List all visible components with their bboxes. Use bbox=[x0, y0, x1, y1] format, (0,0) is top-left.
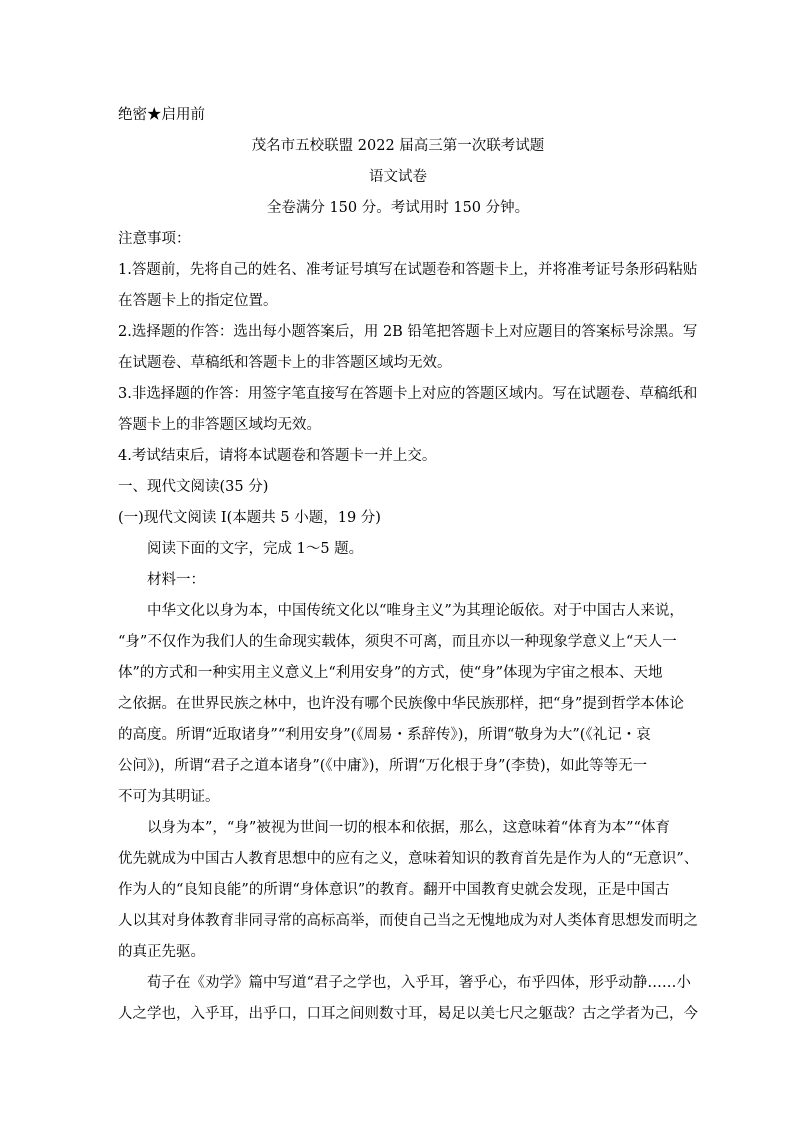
section-heading: 一、现代文阅读(35 分) bbox=[118, 479, 269, 495]
exam-title: 茂名市五校联盟 2022 届高三第一次联考试题 bbox=[251, 138, 545, 154]
page-content bbox=[118, 100, 699, 1030]
paragraph-line: “身”不仅作为我们人的生命现实载体，须臾不可离，而且亦以一种现象学意义上“天人一 bbox=[118, 634, 677, 650]
notice-item-1-line-1: 1.答题前，先将自己的姓名、准考证号填写在试题卷和答题卡上，并将准考证号条形码粘贴 bbox=[118, 262, 698, 278]
paragraph-line: 优先就成为中国古人教育思想中的应有之义，意味着知识的教育首先是作为人的“无意识”、 bbox=[118, 851, 699, 867]
notice-item-3-line-1: 3.非选择题的作答：用签字笔直接写在答题卡上对应的答题区域内。写在试题卷、草稿纸和 bbox=[118, 386, 698, 402]
paragraph-line: 之依据。在世界民族之林中，也许没有哪个民族像中华民族那样，把“身”提到哲学本体论 bbox=[118, 696, 684, 712]
paragraph-2 bbox=[118, 813, 699, 968]
notice-item-2-line-2: 在试题卷、草稿纸和答题卡上的非答题区域均无效。 bbox=[118, 355, 452, 371]
exam-subtitle: 语文试卷 bbox=[369, 169, 427, 185]
notice-item-3-line-2: 答题卡上的非答题区域均无效。 bbox=[118, 417, 321, 433]
paragraph-line: 的高度。所谓“近取诸身”“利用安身”(《周易・系辞传》)，所谓“敬身为大”(《礼记・哀 bbox=[118, 727, 651, 743]
paragraph-line: 人以其对身体教育非同寻常的高标高举，而使自己当之无愧地成为对人类体育思想发而明之 bbox=[118, 913, 698, 929]
paragraph-line: 体”的方式和一种实用主义意义上“利用安身”的方式，使“身”体现为宇宙之根本、天地 bbox=[118, 665, 663, 681]
notice-item-1-line-2: 在答题卡上的指定位置。 bbox=[118, 293, 278, 309]
paragraph-line: 中华文化以身为本，中国传统文化以“唯身主义”为其理论皈依。对于中国古人来说， bbox=[147, 603, 684, 619]
paragraph-3 bbox=[118, 968, 698, 1030]
paragraph-line: 公问》)，所谓“君子之道本诸身”(《中庸》)，所谓“万化根于身”(李贽)，如此等等无一 bbox=[118, 758, 648, 774]
confidential-label: 绝密★启用前 bbox=[118, 107, 205, 123]
material-label: 材料一： bbox=[147, 572, 205, 588]
paragraph-line: 的真正先驱。 bbox=[118, 944, 205, 960]
notice-item-2-line-1: 2.选择题的作答：选出每小题答案后，用 2B 铅笔把答题卡上对应题目的答案标号涂黑。写 bbox=[118, 324, 698, 340]
paragraph-line: 荀子在《劝学》篇中写道“君子之学也，入乎耳，箸乎心，布乎四体，形乎动静……小 bbox=[147, 975, 691, 991]
score-time-note: 全卷满分 150 分。考试用时 150 分钟。 bbox=[266, 200, 530, 216]
paragraph-line: 以身为本”，“身”被视为世间一切的根本和依据，那么，这意味着“体育为本”“体育 bbox=[147, 820, 670, 836]
notice-item-4: 4.考试结束后，请将本试题卷和答题卡一并上交。 bbox=[118, 448, 437, 464]
paragraph-line: 作为人的“良知良能”的所谓“身体意识”的教育。翻开中国教育史就会发现，正是中国古 bbox=[118, 882, 670, 898]
reading-instruction: 阅读下面的文字，完成 1～5 题。 bbox=[147, 541, 364, 557]
paragraph-line: 不可为其明证。 bbox=[118, 789, 220, 805]
notice-heading: 注意事项： bbox=[118, 231, 191, 247]
paragraph-1 bbox=[118, 596, 684, 813]
paragraph-line: 人之学也，入乎耳，出乎口，口耳之间则数寸耳，曷足以美七尺之躯哉？古之学者为己，今 bbox=[118, 1006, 698, 1022]
subsection-heading: (一)现代文阅读 I(本题共 5 小题，19 分) bbox=[118, 510, 381, 526]
